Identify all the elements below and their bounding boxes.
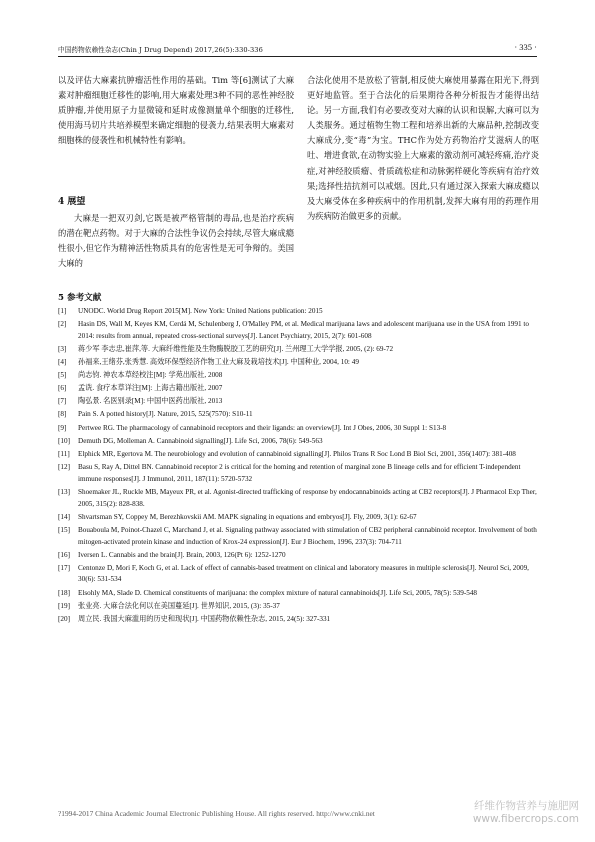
reference-text: Iversen L. Cannabis and the brain[J]. Brain, 2003, 126(Pt 6): 1252-1270: [78, 550, 286, 559]
reference-number: [17]: [58, 563, 70, 572]
reference-number: [7]: [58, 397, 67, 406]
reference-item: [58, 344, 537, 356]
reference-item: [58, 525, 537, 549]
reference-text: 蒋少军 李志忠,崔萍,等. 大麻纤维性能及生物酶脱胶工艺的研究[J]. 兰州理工大学学报, 2005, (2): 69-72: [78, 344, 394, 353]
reference-item: [58, 563, 537, 587]
reference-text: Elphick MR, Egertova M. The neurobiology and evolution of cannabinoid signalling[J]. Philos Trans R Soc Lond B Biol Sci, 2001, 356(1407): 381-408: [78, 449, 516, 458]
reference-text: Shvartsman SY, Coppey M, Berezhkovskii AM. MAPK signaling in equations and embryos[J]. Fly, 2009, 3(1): 62-67: [78, 512, 417, 521]
reference-number: [9]: [58, 423, 67, 432]
paragraph-outlook-continued: 合法化使用不是放松了管制,相反使大麻使用暴露在阳光下,得到更好地监管。至于合法化的后果期待各种分析报告才能得出结论。另一方面,我们有必要改变对大麻的认识和误解,大麻可以为人类服务。通过植物生物工程和培养出新的大麻品种,控制改变大麻成分,变“毒”为宝。THC作为处方药物治疗艾滋病人的呕吐、增进食欲,在动物实验上大麻素的激动剂可减轻疼痛,治疗炎症,对神经胶质瘤、骨质疏松症和动脉粥样硬化等疾病有治疗效果;选择性拮抗剂可以戒烟。因此,只有通过深入探索大麻成瘾以及大麻受体在多种疾病中的作用机制,发挥大麻有用的药理作用为疾病防治做更多的贡献。: [307, 75, 539, 221]
reference-item: [58, 409, 537, 421]
reference-text: 周立民. 我国大麻滥用的历史和现状[J]. 中国药物依赖性杂志, 2015, 24(5): 327-331: [78, 614, 331, 623]
reference-item: [58, 370, 537, 382]
reference-text: Hasin DS, Wall M, Keyes KM, Cerdá M, Schulenberg J, O'Malley PM, et al. Medical marijuana laws and adolescent marijuana use in the USA from 1991 to 2014: results from annual, repeated cross-sectional surveys[J]. Lancet Psychiatry, 2015, 2(7): 601-608: [78, 320, 529, 340]
reference-text: 孙福来,王绪芬,张秀慧. 高效环保型经济作物工业大麻及栽培技术[J]. 中国种业, 2004, 10: 49: [78, 358, 359, 367]
reference-item: [58, 449, 537, 461]
reference-number: [12]: [58, 462, 70, 471]
reference-number: [6]: [58, 384, 67, 393]
reference-item: [58, 423, 537, 435]
paragraph-cell-migration: 以及评估大麻素抗肿瘤活性作用的基础。Tim 等[6]测试了大麻素对肿瘤细胞迁移性的影响,用大麻素处理3种不同的恶性神经胶质肿瘤,并使用原子力显微镜和延时成像测量单个细胞的迁移性,使用海马切片共培养模型来确定细胞的侵袭力,结果表明大麻素对细胞株的侵袭性和机械特性有影响。: [58, 75, 294, 146]
reference-text: Bouaboula M, Poinot-Chazel C, Marchand J, et al. Signaling pathway associated with stimulation of CB2 peripheral cannabinoid receptor. Involvement of both mitogen-activated protein kinase and induction of Krox-24 expression[J]. Eur J Biochem, 1996, 237(3): 704-711: [78, 525, 537, 546]
header-rule: [58, 56, 537, 57]
page-number: · 335 ·: [514, 42, 537, 52]
reference-item: [58, 614, 537, 626]
watermark-url: www.fibercrops.com: [472, 813, 579, 825]
reference-text: Demuth DG, Molleman A. Cannabinoid signalling[J]. Life Sci, 2006, 78(6): 549-563: [78, 436, 323, 445]
reference-item: [58, 436, 537, 448]
copyright-footer: ?1994-2017 China Academic Journal Electronic Publishing House. All rights reserved. http://www.cnki.net: [58, 809, 375, 818]
reference-number: [18]: [58, 588, 70, 597]
reference-item: [58, 487, 537, 511]
reference-item: [58, 462, 537, 486]
section-heading-outlook: 4 展望: [58, 197, 86, 207]
site-watermark: [473, 800, 579, 826]
reference-item: [58, 319, 537, 343]
reference-text: 孟诜. 食疗本草详注[M]: 上海古籍出版社, 2007: [78, 384, 223, 393]
reference-number: [5]: [58, 371, 67, 380]
references-heading: 5 参考文献: [58, 293, 102, 303]
reference-number: [1]: [58, 307, 67, 315]
left-column-text: [58, 73, 294, 148]
outlook-column-text: [58, 211, 294, 271]
reference-text: Shoemaker JL, Ruckle MB, Mayeux PR, et al. Agonist-directed trafficking of response by endocannabinoids acting at CB2 receptors[J]. J Pharmacol Exp Ther, 2005, 315(2): 828-838.: [78, 487, 537, 508]
watermark-title: 纤维作物营养与施肥网: [474, 800, 579, 812]
reference-text: Pertwee RG. The pharmacology of cannabinoid receptors and their ligands: an overview[J]. Int J Obes, 2006, 30 Suppl 1: S13-8: [78, 423, 447, 432]
reference-number: [4]: [58, 358, 67, 367]
reference-text: Pain S. A potted history[J]. Nature, 2015, 525(7570): S10-11: [78, 410, 253, 419]
right-column-text: [307, 73, 539, 224]
reference-text: Centonze D, Mori F, Koch G, et al. Lack of effect of cannabis-based treatment on clinical and laboratory measures in multiple sclerosis[J]. Neurol Sci, 2009, 30(6): 531-534: [78, 563, 529, 584]
reference-item: [58, 383, 537, 395]
reference-number: [11]: [58, 449, 70, 458]
reference-number: [14]: [58, 512, 70, 521]
reference-text: 张业亮. 大麻合法化何以在美国蔓延[J]. 世界知识, 2015, (3): 35-37: [78, 601, 280, 610]
reference-number: [16]: [58, 550, 70, 559]
reference-number: [19]: [58, 601, 70, 610]
reference-text: 尚志钧. 神农本草经校注[M]: 学苑出版社, 2008: [78, 371, 223, 380]
reference-item: [58, 512, 537, 524]
reference-item: [58, 588, 537, 600]
reference-text: Elsohly MA, Slade D. Chemical constituents of marijuana: the complex mixture of natural cannabinoids[J]. Life Sci, 2005, 78(5): 539-548: [78, 588, 478, 597]
reference-number: [8]: [58, 410, 67, 419]
paragraph-outlook: 大麻是一把双刃剑,它既是被严格管制的毒品,也是治疗疾病的潜在靶点药物。对于大麻的合法性争议仍会持续,尽管大麻成瘾性很小,但它作为精神活性物质具有的危害性是无可争辩的。美国大麻的: [58, 213, 294, 269]
reference-list: [58, 306, 537, 627]
journal-header: 中国药物依赖性杂志(Chin J Drug Depend) 2017,26(5):330-336: [58, 46, 263, 54]
reference-text: Basu S, Ray A, Dittel BN. Cannabinoid receptor 2 is critical for the homing and retention of marginal zone B lineage cells and for efficient T-independent immune responses[J]. J Immunol, 2011, 187(11): 5720-5732: [78, 462, 521, 483]
reference-item: [58, 357, 537, 369]
reference-number: [13]: [58, 487, 70, 496]
reference-item: [58, 306, 537, 318]
reference-number: [2]: [58, 320, 67, 329]
reference-item: [58, 601, 537, 613]
reference-item: [58, 396, 537, 408]
reference-number: [20]: [58, 614, 70, 623]
reference-text: 陶弘景. 名医别录[M]: 中国中医药出版社, 2013: [78, 397, 223, 406]
reference-item: [58, 550, 537, 562]
reference-number: [3]: [58, 344, 67, 353]
reference-number: [15]: [58, 525, 70, 534]
reference-text: UNODC. World Drug Report 2015[M]. New York: United Nations publication: 2015: [78, 307, 323, 315]
reference-number: [10]: [58, 436, 70, 445]
